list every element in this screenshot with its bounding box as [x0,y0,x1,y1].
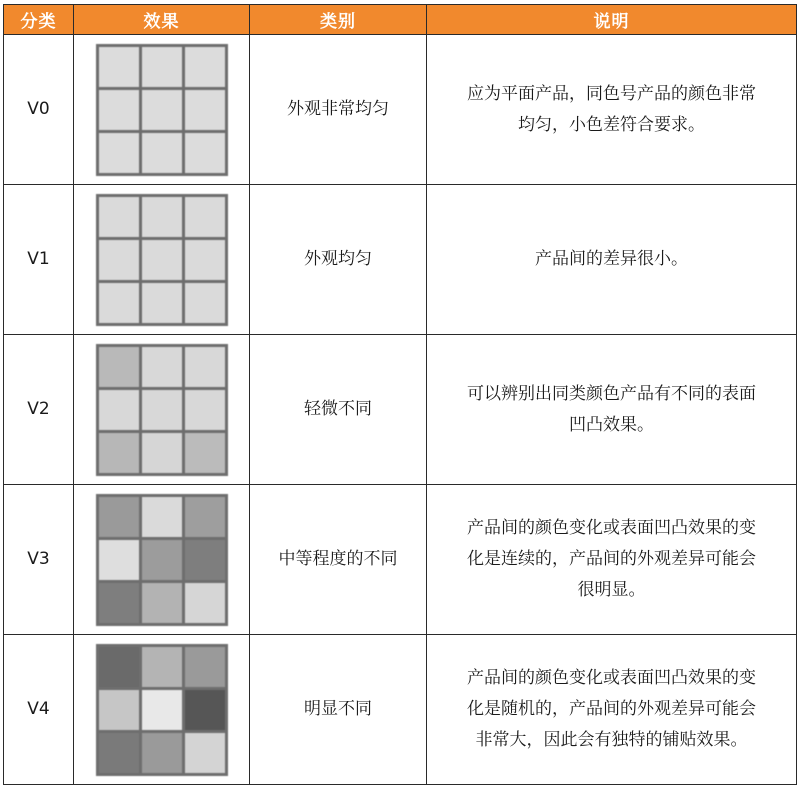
header-category: 类别 [250,5,427,35]
class-code: V3 [4,485,74,635]
tile [99,497,139,537]
description-line: 产品间的颜色变化或表面凹凸效果的变 [467,518,756,538]
table-row [4,635,797,785]
header-row [4,5,797,35]
tile [185,497,225,537]
tile [99,47,139,87]
tile [185,283,225,323]
tile [99,647,139,687]
description-line: 凹凸效果。 [569,414,654,435]
effect-cell [74,185,250,335]
tile [142,47,182,87]
tile [99,240,139,280]
tile [142,90,182,130]
tile [185,90,225,130]
description-cell [427,635,797,785]
description-cell [427,485,797,635]
tile [142,240,182,280]
tile [142,390,182,430]
description-cell [427,35,797,185]
description-line: 可以辨别出同类颜色产品有不同的表面 [467,383,756,404]
effect-cell [74,485,250,635]
table-row [4,485,797,635]
tile [99,133,139,173]
tile [99,283,139,323]
tile [142,133,182,173]
category-label: 外观非常均匀 [250,35,427,185]
class-code: V0 [4,35,74,185]
effect-swatch [96,44,228,176]
header-effect: 效果 [74,5,250,35]
tile [142,647,182,687]
description-cell [427,185,797,335]
tile [185,433,225,473]
effect-swatch [96,194,228,326]
category-label: 外观均匀 [250,185,427,335]
tile [142,540,182,580]
tile [142,733,182,773]
tile [142,690,182,730]
tile [99,347,139,387]
header-classification: 分类 [4,5,74,35]
table-row [4,35,797,185]
effect-swatch [96,644,228,776]
description-line: 化是随机的，产品间的外观差异可能会 [467,699,756,719]
tile [185,133,225,173]
class-code: V2 [4,335,74,485]
tile [185,347,225,387]
tile [142,433,182,473]
description-line: 非常大，因此会有独特的铺贴效果。 [475,730,748,750]
tile [185,583,225,623]
category-label: 明显不同 [250,635,427,785]
tile [142,283,182,323]
tile [185,733,225,773]
table-row [4,335,797,485]
tile [99,197,139,237]
header-description: 说明 [427,5,797,35]
tile [142,197,182,237]
tile [185,240,225,280]
tile [99,540,139,580]
category-label: 中等程度的不同 [250,485,427,635]
effect-swatch [96,344,228,476]
tile [99,90,139,130]
description-line: 很明显。 [577,580,646,600]
effect-cell [74,335,250,485]
tile [99,390,139,430]
description-line: 均匀，小色差符合要求。 [518,114,705,135]
description-line: 产品间的颜色变化或表面凹凸效果的变 [467,668,756,688]
effect-cell [74,635,250,785]
description-line: 应为平面产品，同色号产品的颜色非常 [467,83,756,104]
classification-table [3,4,797,785]
tile [185,690,225,730]
description-line: 化是连续的，产品间的外观差异可能会 [467,549,756,569]
tile [99,690,139,730]
tile [185,540,225,580]
tile [142,497,182,537]
tile [142,347,182,387]
tile [185,647,225,687]
category-label: 轻微不同 [250,335,427,485]
description-cell [427,335,797,485]
table-row [4,185,797,335]
tile [185,197,225,237]
description-line: 产品间的差异很小。 [535,249,688,269]
tile [99,583,139,623]
tile [185,390,225,430]
effect-cell [74,35,250,185]
tile [99,733,139,773]
tile [99,433,139,473]
effect-swatch [96,494,228,626]
class-code: V4 [4,635,74,785]
tile [185,47,225,87]
tile [142,583,182,623]
class-code: V1 [4,185,74,335]
